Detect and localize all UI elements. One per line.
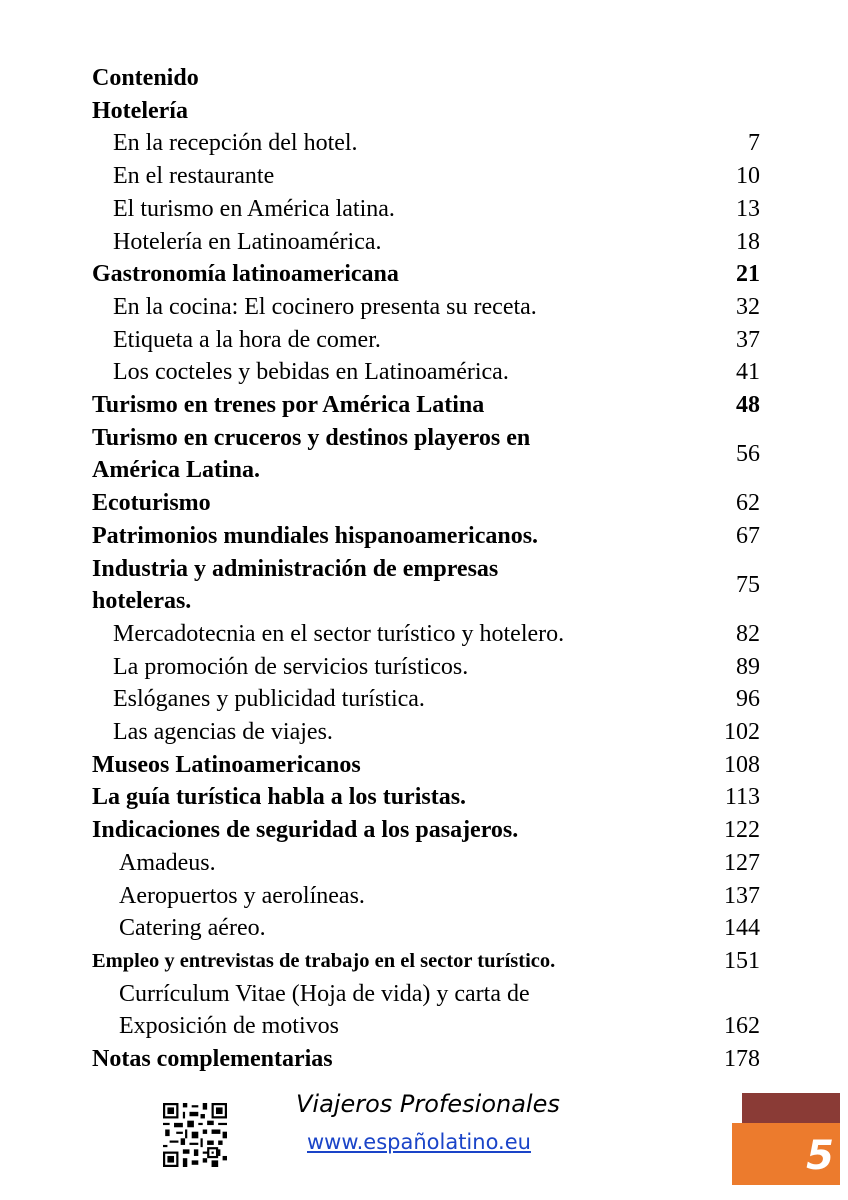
toc-subentry [92, 618, 760, 651]
toc-section [92, 749, 760, 782]
toc-subentry [92, 1010, 760, 1043]
toc-entry-page: 108 [724, 751, 760, 778]
footer-website-link[interactable]: www.españolatino.eu [307, 1130, 531, 1154]
toc-entry-page: 56 [736, 441, 760, 468]
toc-entry-page: 18 [736, 228, 760, 255]
toc-subentry [92, 847, 760, 880]
toc-entry-title: Ecoturismo [92, 490, 211, 517]
toc-entry-title: Notas complementarias [92, 1046, 333, 1073]
toc-section [92, 945, 760, 978]
toc-entry-title: La promoción de servicios turísticos. [113, 653, 469, 680]
toc-entry-title: Aeropuertos y aerolíneas. [119, 882, 365, 909]
toc-entry-page: 37 [736, 326, 760, 353]
toc-entry-title: Amadeus. [119, 849, 216, 876]
toc-entry-page: 122 [724, 817, 760, 844]
toc-entry-title: En el restaurante [113, 163, 275, 190]
toc-entry-page: 62 [736, 490, 760, 517]
toc-entry-page: 137 [724, 882, 760, 909]
toc-subentry [92, 356, 760, 389]
toc-entry-page: 144 [724, 915, 760, 942]
toc-entry-title: Catering aéreo. [119, 915, 266, 942]
toc-entry-title: En la recepción del hotel. [113, 130, 358, 157]
toc-entry-page: 162 [724, 1013, 760, 1040]
toc-entry-page: 151 [724, 947, 760, 974]
toc-entry-page: 113 [724, 784, 760, 811]
toc-entry-title: Las agencias de viajes. [113, 719, 333, 746]
toc-subentry [92, 226, 760, 259]
toc-entry-title: Industria y administración de empresas hoteleras. [92, 555, 499, 615]
toc-entry-title: Etiqueta a la hora de comer. [113, 326, 381, 353]
toc-entry-title: Mercadotecnia en el sector turístico y hotelero. [113, 620, 565, 647]
toc-section [92, 422, 760, 487]
toc-entry-title: Empleo y entrevistas de trabajo en el sector turístico. [92, 949, 556, 972]
toc-entry-title: Indicaciones de seguridad a los pasajeros. [92, 817, 519, 844]
toc-heading: Contenido [92, 65, 199, 91]
page-number-badge [732, 1123, 840, 1185]
toc-entry-page: 102 [724, 719, 760, 746]
toc-entry-title: Los cocteles y bebidas en Latinoamérica. [113, 359, 509, 386]
toc-entry-title: Eslóganes y publicidad turística. [113, 686, 425, 713]
page-number: 5 [806, 1133, 834, 1179]
toc-subentry [92, 683, 760, 716]
toc-section [92, 487, 760, 520]
toc-section [92, 389, 760, 422]
toc-section [92, 814, 760, 847]
table-of-contents [92, 62, 760, 1076]
toc-entry-page: 41 [736, 359, 760, 386]
toc-section [92, 95, 760, 128]
toc-entry-title: Hotelería [92, 97, 188, 124]
toc-entry-page: 89 [736, 653, 760, 680]
toc-entry-page: 13 [736, 195, 760, 222]
footer-title: Viajeros Profesionales [296, 1090, 560, 1118]
toc-entry-page: 75 [736, 571, 760, 598]
toc-section [92, 781, 760, 814]
toc-entry-page: 32 [736, 293, 760, 320]
toc-entry-title: Turismo en cruceros y destinos playeros en América Latina. [92, 424, 531, 484]
toc-subentry [92, 127, 760, 160]
toc-entry-page: 67 [736, 522, 760, 549]
qr-code-icon [163, 1103, 227, 1167]
toc-entry-title: La guía turística habla a los turistas. [92, 784, 467, 811]
toc-entry-page: 127 [724, 849, 760, 876]
toc-section [92, 520, 760, 553]
toc-entry-title: Patrimonios mundiales hispanoamericanos. [92, 522, 539, 549]
toc-section [92, 258, 760, 291]
toc-entry-title: Exposición de motivos [119, 1013, 339, 1040]
toc-subentry [92, 880, 760, 913]
toc-entry-page: 48 [736, 392, 760, 419]
toc-entry-title: Gastronomía latinoamericana [92, 261, 399, 288]
toc-entry-title: En la cocina: El cocinero presenta su receta. [113, 293, 537, 320]
toc-subentry [92, 651, 760, 684]
toc-section [92, 1043, 760, 1076]
toc-subentry [92, 978, 760, 1011]
toc-entry-page: 21 [736, 261, 760, 288]
toc-entry-page: 82 [736, 620, 760, 647]
toc-entry-title: Currículum Vitae (Hoja de vida) y carta de [119, 980, 530, 1007]
toc-subentry [92, 160, 760, 193]
toc-subentry [92, 912, 760, 945]
toc-entry-title: Turismo en trenes por América Latina [92, 392, 485, 419]
toc-entry-title: Museos Latinoamericanos [92, 751, 361, 778]
page-number-band [742, 1093, 840, 1123]
toc-subentry [92, 291, 760, 324]
toc-entry-page: 7 [748, 130, 760, 157]
toc-section [92, 553, 760, 618]
toc-entry-page: 10 [736, 163, 760, 190]
toc-entry-page: 96 [736, 686, 760, 713]
toc-entry-page: 178 [724, 1046, 760, 1073]
toc-subentry [92, 324, 760, 357]
toc-subentry [92, 716, 760, 749]
toc-subentry [92, 193, 760, 226]
toc-entry-title: Hotelería en Latinoamérica. [113, 228, 382, 255]
toc-entry-title: El turismo en América latina. [113, 195, 395, 222]
